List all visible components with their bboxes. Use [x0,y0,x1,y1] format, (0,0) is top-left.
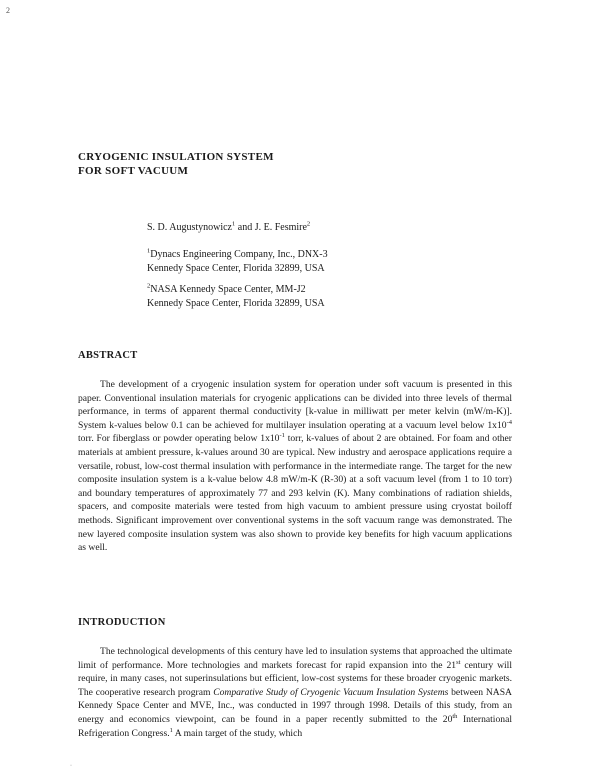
author-2-marker: 2 [306,220,311,228]
abstract-paragraph [78,378,512,555]
affiliation-1-line-1: Dynacs Engineering Company, Inc., DNX-3 [150,249,328,260]
affiliation-1-line-2: Kennedy Space Center, Florida 32899, USA [147,263,325,274]
affiliation-2-marker: 2 [147,282,151,290]
intro-text-1: The technological developments of this century have led to insulation systems that approached the ultimate limit of performance. More technologies and markets forecast for rapid expansion into the 21 [78,646,512,671]
footer-mark: · [70,763,72,769]
affiliation-1 [147,248,328,276]
introduction-paragraph [78,645,512,740]
page-mark: 2 [6,6,10,15]
affiliation-1-marker: 1 [147,247,151,255]
affiliation-2 [147,283,325,311]
reference-marker-1: 1 [169,726,173,734]
intro-ordinal-1: st [456,658,461,666]
intro-text-4: International Refrigeration Congress. [78,713,512,739]
abstract-heading: ABSTRACT [78,350,138,361]
abstract-text-2: torr. For fiberglass or powder operating below 1x10 [78,433,280,445]
authors [147,222,310,233]
affiliation-2-line-2: Kennedy Space Center, Florida 32899, USA [147,298,325,309]
author-1-marker: 1 [232,220,236,228]
intro-text-3: between NASA Kennedy Space Center and MVE, Inc., was conducted in 1997 through 1998. Details of this study, from an energy and economics viewpoint, can be found in a paper recently submitted to the 20 [78,686,512,725]
intro-ordinal-2: th [452,712,458,720]
title-line-1: CRYOGENIC INSULATION SYSTEM [78,151,274,163]
abstract-text-3: torr, k-values of about 2 are obtained. For foam and other materials at ambient pressure, k-values around 30 are typical. New industry and aerospace applications require a versatile, robust, low-cost thermal insulation with performance in the intermediate range. The target for the new composite insulation system is a k-value below 4.8 mW/m-K (R-30) at a soft vacuum level (from 1 to 10 torr) and boundary temperatures of approximately 77 and 293 kelvin (K). Many combinations of radiation shields, spacers, and composite materials were tested from high vacuum to ambient pressure using cryostat boiloff methods. Significant improvement over conventional systems in the soft vacuum range was demonstrated. The new layered composite insulation system was also shown to provide key benefits for high vacuum applications as well. [78,433,512,554]
paper-title [78,150,274,178]
abstract-exponent-2: -1 [279,432,285,440]
author-conjunction: and [235,222,255,233]
title-line-2: FOR SOFT VACUUM [78,165,189,177]
intro-text-5: A main target of the study, which [172,727,303,739]
abstract-exponent-1: -4 [506,418,512,426]
program-title: Comparative Study of Cryogenic Vacuum Insulation Systems [213,686,449,698]
author-2: J. E. Fesmire [254,222,307,233]
introduction-heading: INTRODUCTION [78,617,166,628]
intro-text-2: century will require, in many cases, not superinsulations but efficient, low-cost systems for these broader cryogenic markets. The cooperative research program [78,659,512,698]
abstract-text-1: The development of a cryogenic insulation system for operation under soft vacuum is presented in this paper. Conventional insulation materials for cryogenic applications can be divided into three levels of thermal performance, in terms of apparent thermal conductivity [k-value in milliwatt per meter kelvin (mW/m-K)]. System k-values below 0.1 can be achieved for multilayer insulation operating at a vacuum level below 1x10 [78,379,512,431]
affiliation-2-line-1: NASA Kennedy Space Center, MM-J2 [150,284,306,295]
author-1: S. D. Augustynowicz [147,222,232,233]
